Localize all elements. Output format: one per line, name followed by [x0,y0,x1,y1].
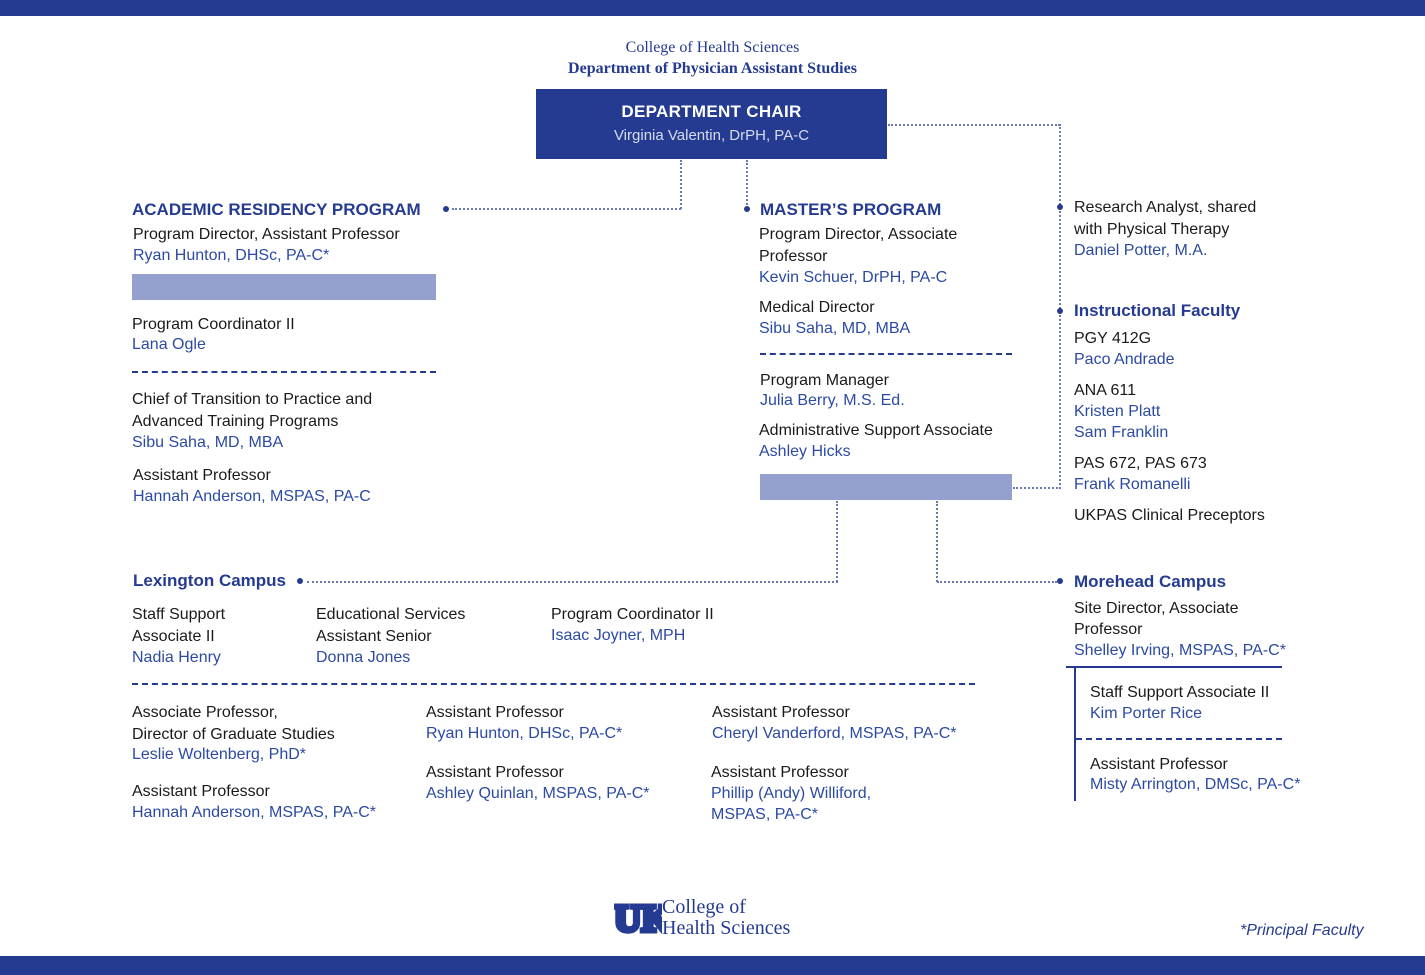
morehead-asst-name: Misty Arrington, DMSc, PA-C* [1090,776,1301,793]
connector-morehead-h [937,581,1057,583]
logo-text-line-1: College of [662,896,746,918]
morehead-site-role-1: Site Director, Associate [1074,600,1239,617]
lexington-edu-name: Donna Jones [316,649,411,666]
masters-manager-name: Julia Berry, M.S. Ed. [760,392,905,409]
college-title: College of Health Sciences [625,39,800,56]
connector-academic-h [452,208,681,210]
academic-director-role: Program Director, Assistant Professor [133,226,400,243]
academic-chief-name: Sibu Saha, MD, MBA [132,434,284,451]
instructional-course-2-name-2: Sam Franklin [1074,424,1169,441]
lexington-f5-role: Assistant Professor [712,704,850,721]
masters-dashed-divider [760,353,1012,355]
masters-bullet [744,206,750,212]
masters-admin-name: Ashley Hicks [759,443,851,460]
top-bar [0,0,1425,16]
svg-text:UK: UK [614,898,662,938]
academic-chief-role-2: Advanced Training Programs [132,413,339,430]
instructional-course-2: ANA 611 [1074,382,1136,399]
academic-asst-role: Assistant Professor [133,467,271,484]
lexington-f1-role-2: Director of Graduate Studies [132,726,335,743]
lexington-f2-role: Assistant Professor [132,783,270,800]
lexington-bullet [297,578,303,584]
connector-chair-masters [746,160,748,205]
lexington-edu-role-2: Assistant Senior [316,628,432,645]
morehead-asst-role: Assistant Professor [1090,756,1228,773]
instructional-bullet [1057,308,1063,314]
research-role-2: with Physical Therapy [1074,221,1230,238]
svg-text:UK: UK [614,898,662,938]
uk-logo [614,898,662,943]
masters-manager-role: Program Manager [760,372,889,389]
academic-title: ACADEMIC RESIDENCY PROGRAM [132,200,421,219]
morehead-solid-divider [1066,666,1282,668]
instructional-course-4: UKPAS Clinical Preceptors [1074,507,1265,524]
masters-director-role-1: Program Director, Associate [759,226,958,243]
lexington-f6-role: Assistant Professor [711,764,849,781]
lexington-edu-role-1: Educational Services [316,606,466,623]
instructional-title: Instructional Faculty [1074,301,1241,320]
lexington-coord-role: Program Coordinator II [551,606,714,623]
morehead-site-role-2: Professor [1074,621,1143,638]
lexington-f4-role: Assistant Professor [426,764,564,781]
instructional-course-2-name-1: Kristen Platt [1074,403,1161,420]
lexington-f5-name: Cheryl Vanderford, MSPAS, PA-C* [712,725,957,742]
morehead-solid-vertical [1074,667,1076,801]
academic-divider-block [132,274,436,300]
lexington-staff-role-1: Staff Support [132,606,226,623]
masters-divider-block [760,474,1012,500]
masters-medical-role: Medical Director [759,299,875,316]
lexington-f2-name: Hannah Anderson, MSPAS, PA-C* [132,804,376,821]
connector-chair-right [888,124,1060,126]
connector-block-morehead-v [936,501,938,582]
lexington-coord-name: Isaac Joyner, MPH [551,627,686,644]
instructional-course-1-name: Paco Andrade [1074,351,1175,368]
research-name: Daniel Potter, M.A. [1074,242,1208,259]
logo-text [662,897,790,939]
academic-coord-name: Lana Ogle [132,336,206,353]
chair-name: Virginia Valentin, DrPH, PA-C [613,127,810,144]
bottom-bar [0,956,1425,975]
academic-bullet [443,206,449,212]
morehead-site-name: Shelley Irving, MSPAS, PA-C* [1074,642,1286,659]
academic-chief-role-1: Chief of Transition to Practice and [132,391,373,408]
academic-dashed-divider [132,371,436,373]
research-role-1: Research Analyst, shared [1074,199,1257,216]
lexington-f3-name: Ryan Hunton, DHSc, PA-C* [426,725,623,742]
instructional-course-3: PAS 672, PAS 673 [1074,455,1207,472]
instructional-course-1: PGY 412G [1074,330,1152,347]
lexington-staff-name: Nadia Henry [132,649,221,666]
lexington-f1-role-1: Associate Professor, [132,704,278,721]
masters-director-role-2: Professor [759,248,828,265]
connector-block-lexington-v [836,501,838,582]
connector-lexington-h [307,581,838,583]
principal-faculty-note: *Principal Faculty [1240,922,1364,939]
masters-admin-role: Administrative Support Associate [759,422,993,439]
academic-director-name: Ryan Hunton, DHSc, PA-C* [133,247,330,264]
masters-director-name: Kevin Schuer, DrPH, PA-C [759,269,948,286]
logo-text-line-2: Health Sciences [662,917,791,939]
masters-medical-name: Sibu Saha, MD, MBA [759,320,911,337]
lexington-dashed-divider [132,683,975,685]
lexington-title: Lexington Campus [133,571,287,590]
research-bullet [1057,204,1063,210]
morehead-staff-role: Staff Support Associate II [1090,684,1270,701]
connector-block-instructional [1013,487,1061,489]
lexington-f6-name-1: Phillip (Andy) Williford, [711,785,872,802]
connector-chair-academic [680,160,682,209]
department-chair-box [536,89,887,159]
chair-title: DEPARTMENT CHAIR [621,102,802,121]
lexington-f6-name-2: MSPAS, PA-C* [711,806,818,823]
lexington-f1-name: Leslie Woltenberg, PhD* [132,746,307,763]
connector-right-v [1059,124,1061,489]
lexington-f3-role: Assistant Professor [426,704,564,721]
lexington-staff-role-2: Associate II [132,628,215,645]
morehead-bullet [1057,578,1063,584]
masters-title: MASTER’S PROGRAM [760,200,942,219]
morehead-dashed-divider [1076,738,1282,740]
morehead-title: Morehead Campus [1074,572,1227,591]
department-title: Department of Physician Assistant Studies [568,60,857,77]
morehead-staff-name: Kim Porter Rice [1090,705,1203,722]
academic-coord-role: Program Coordinator II [132,316,295,333]
instructional-course-3-name: Frank Romanelli [1074,476,1191,493]
academic-asst-name: Hannah Anderson, MSPAS, PA-C [133,488,371,505]
lexington-f4-name: Ashley Quinlan, MSPAS, PA-C* [426,785,650,802]
